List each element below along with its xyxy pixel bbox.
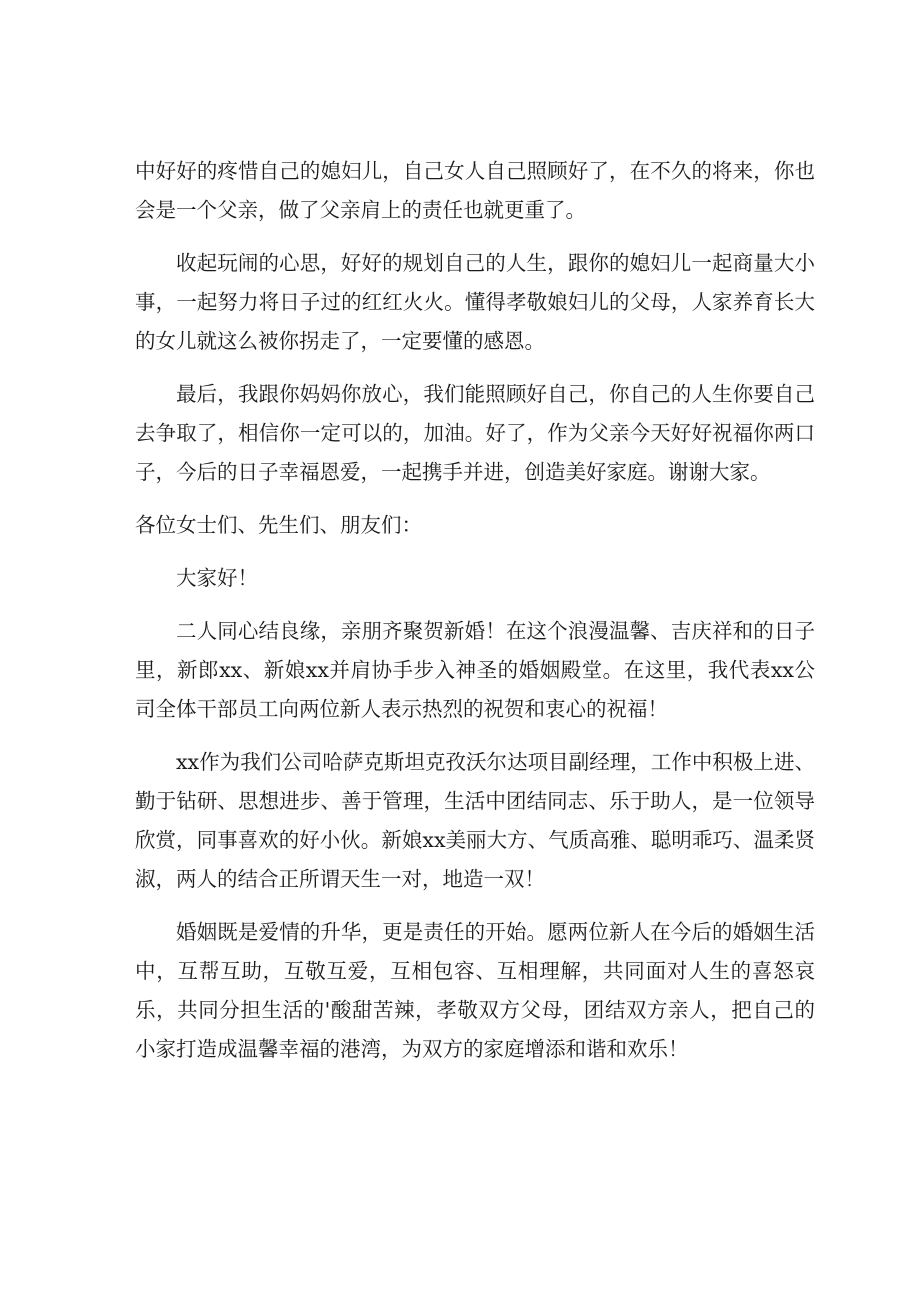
paragraph-8: 婚姻既是爱情的升华，更是责任的开始。愿两位新人在今后的婚姻生活中，互帮互助，互敬互爱，互相包容、互相理解，共同面对人生的喜怒哀乐，共同分担生活的'酸甜苦辣，孝敬双方父母，团结双方亲人，把自己的小家打造成温馨幸福的港湾，为双方的家庭增添和谐和欢乐！ — [135, 920, 815, 1061]
paragraph-1: 中好好的疼惜自己的媳妇儿，自己女人自己照顾好了，在不久的将来，你也会是一个父亲，做了父亲肩上的责任也就更重了。 — [135, 159, 815, 222]
paragraph-7: xx作为我们公司哈萨克斯坦克孜沃尔达项目副经理，工作中积极上进、勤于钻研、思想进步、善于管理，生活中团结同志、乐于助人，是一位领导欣赏，同事喜欢的好小伙。新娘xx美丽大方、气质高雅、聪明乖巧、温柔贤淑，两人的结合正所谓天生一对，地造一双！ — [135, 750, 815, 891]
greeting: 大家好！ — [176, 566, 258, 590]
paragraph-3: 最后，我跟你妈妈你放心，我们能照顾好自己，你自己的人生你要自己去争取了，相信你一定可以的，加油。好了，作为父亲今天好好祝福你两口子，今后的日子幸福恩爱，一起携手并进，创造美好家庭。谢谢大家。 — [135, 382, 815, 484]
paragraph-6: 二人同心结良缘，亲朋齐聚贺新婚！在这个浪漫温馨、吉庆祥和的日子里，新郎xx、新娘xx并肩协手步入神圣的婚姻殿堂。在这里，我代表xx公司全体干部员工向两位新人表示热烈的祝贺和衷心的祝福！ — [135, 619, 815, 721]
paragraph-2: 收起玩闹的心思，好好的规划自己的人生，跟你的媳妇儿一起商量大小事，一起努力将日子过的红红火火。懂得孝敬娘妇儿的父母，人家养育长大的女儿就这么被你拐走了，一定要懂的感恩。 — [135, 251, 815, 353]
salutation: 各位女士们、先生们、朋友们： — [135, 513, 422, 537]
document-body — [135, 152, 815, 1083]
